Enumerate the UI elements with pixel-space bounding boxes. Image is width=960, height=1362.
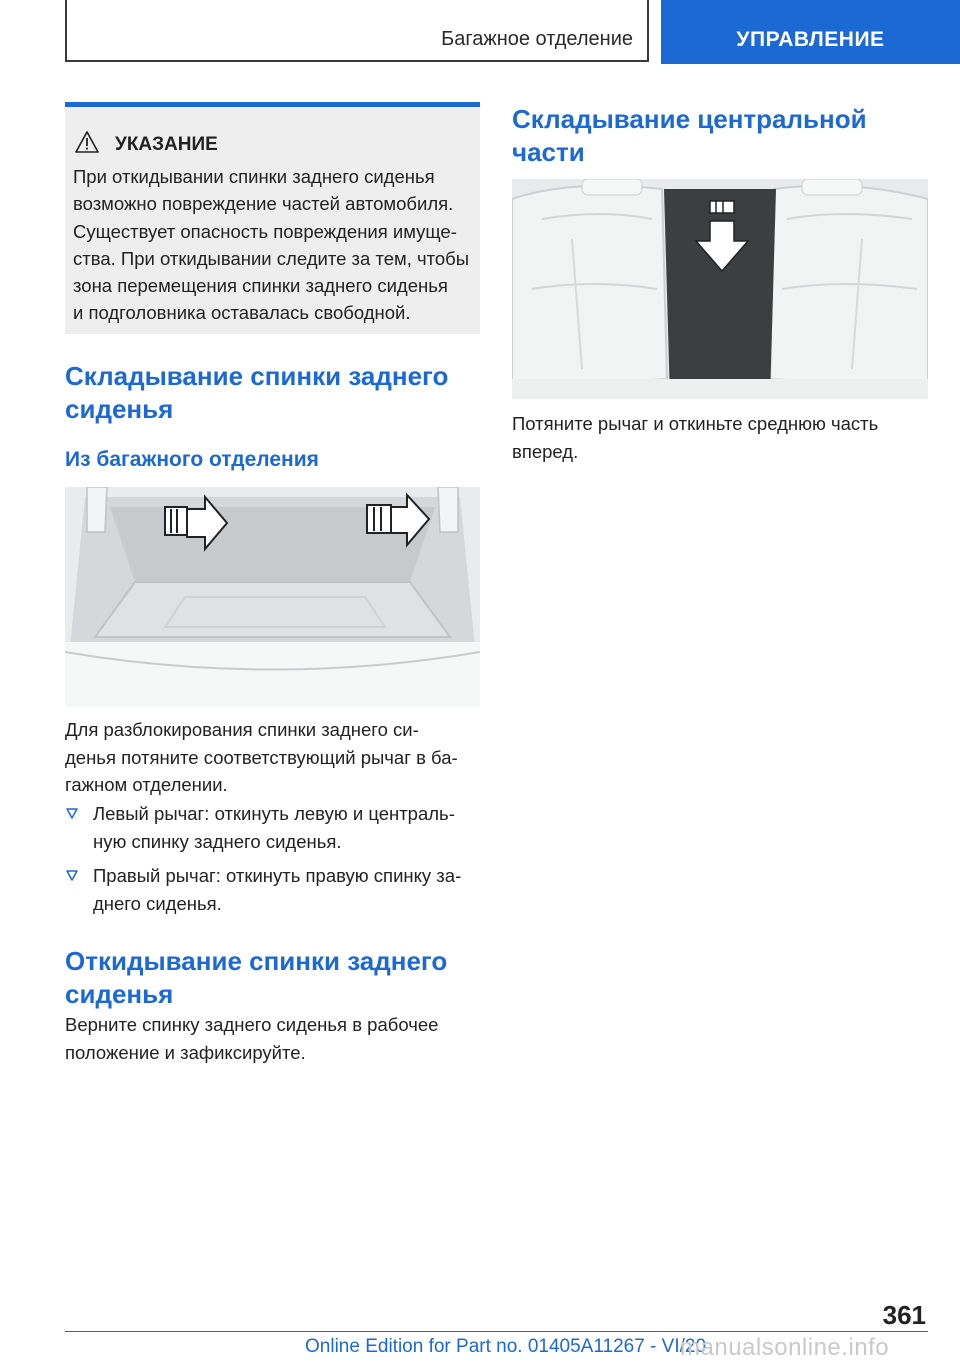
bullet-right-lever-text: Правый рычаг: откинуть правую спинку за- днего сиденья. <box>93 865 462 914</box>
page-number: 361 <box>882 1300 926 1330</box>
warning-box <box>65 102 480 334</box>
section-fold-backrest-title: Складывание спинки заднего сиденья <box>65 361 449 424</box>
header-section-box <box>65 0 649 62</box>
warning-body: При откидывании спинки заднего сиденья возможно повреждение частей автомобиля. Существует опасность повреждения имуще- ства. При откидывании следите за тем, чтобы зона перемещения спинки заднего сиденья и подголовника оставалась свободной. <box>73 166 470 324</box>
section-fold-center-title: Складывание центральной части <box>512 104 867 167</box>
triangle-bullet-icon <box>65 806 79 820</box>
edition-text: Online Edition for Part no. 01405A11267 - VI/20 <box>305 1336 707 1357</box>
header-section-title: Багажное отделение <box>441 28 633 50</box>
footer-divider <box>65 1331 928 1332</box>
unlock-instruction-text: Для разблокирования спинки заднего си- денья потяните соответствующий рычаг в ба- гажном отделении. <box>65 719 458 795</box>
center-seat-illustration <box>512 179 928 399</box>
warning-header <box>75 131 218 158</box>
warning-title: УКАЗАНИЕ <box>115 133 218 155</box>
section-unfold-backrest-title: Откидывание спинки заднего сиденья <box>65 946 448 1009</box>
section-from-trunk-subtitle: Из багажного отделения <box>65 448 319 471</box>
trunk-illustration <box>65 487 480 707</box>
header-chapter-title: УПРАВЛЕНИЕ <box>736 28 885 51</box>
bullet-left-lever-text: Левый рычаг: откинуть левую и централь- ную спинку заднего сиденья. <box>93 803 455 852</box>
fold-center-instruction-text: Потяните рычаг и откиньте среднюю часть вперед. <box>512 413 879 462</box>
triangle-bullet-icon <box>65 868 79 882</box>
unfold-instruction-text: Верните спинку заднего сиденья в рабочее положение и зафиксируйте. <box>65 1014 439 1063</box>
header-chapter-tab <box>661 0 960 64</box>
warning-triangle-icon <box>75 131 99 158</box>
watermark-text: manualsonline.info <box>680 1334 890 1361</box>
